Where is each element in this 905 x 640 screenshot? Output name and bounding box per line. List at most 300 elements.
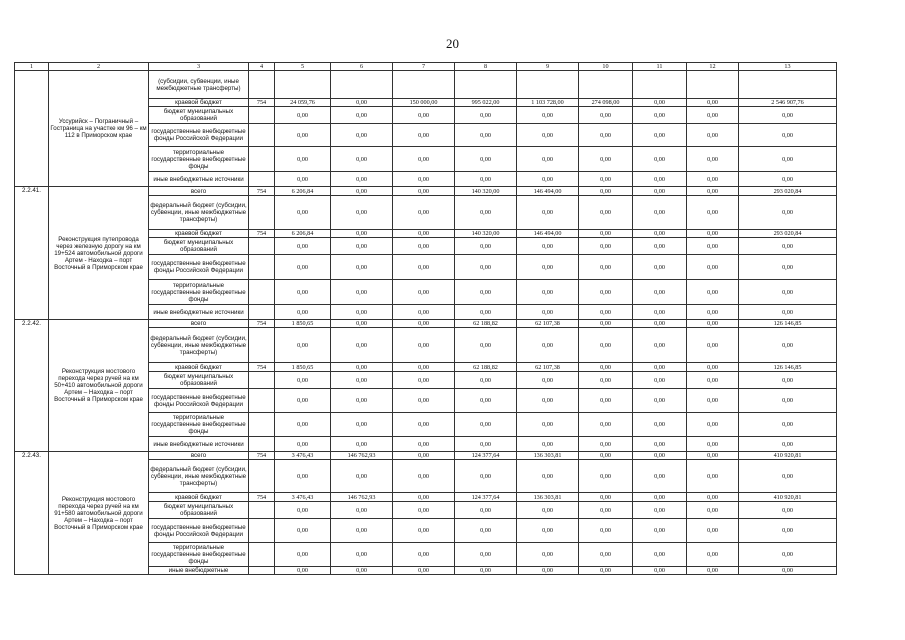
amount-cell: 0,00 — [739, 460, 837, 493]
amount-cell: 0,00 — [633, 255, 687, 280]
amount-cell: 0,00 — [517, 280, 579, 305]
amount-cell: 0,00 — [633, 238, 687, 255]
amount-cell: 0,00 — [517, 305, 579, 320]
amount-cell — [455, 71, 517, 99]
amount-cell: 0,00 — [393, 280, 455, 305]
budget-code — [249, 107, 275, 124]
amount-cell: 24 059,76 — [275, 99, 331, 107]
amount-cell: 0,00 — [633, 328, 687, 363]
budget-code — [249, 255, 275, 280]
amount-cell: 126 146,85 — [739, 363, 837, 372]
amount-cell: 0,00 — [275, 519, 331, 543]
amount-cell: 0,00 — [739, 389, 837, 413]
amount-cell: 0,00 — [633, 543, 687, 567]
amount-cell: 0,00 — [455, 567, 517, 575]
budget-code — [249, 196, 275, 230]
funding-source: государственные внебюджетные фонды Российской Федерации — [149, 124, 249, 147]
amount-cell: 0,00 — [275, 124, 331, 147]
amount-cell: 0,00 — [579, 389, 633, 413]
amount-cell: 0,00 — [579, 372, 633, 389]
amount-cell: 0,00 — [331, 328, 393, 363]
funding-source: (субсидии, субвенции, иные межбюджетные трансферты) — [149, 71, 249, 99]
budget-code: 754 — [249, 452, 275, 460]
amount-cell: 293 020,84 — [739, 230, 837, 238]
amount-cell: 0,00 — [275, 502, 331, 519]
amount-cell: 3 476,43 — [275, 452, 331, 460]
amount-cell: 0,00 — [687, 328, 739, 363]
column-header: 10 — [579, 63, 633, 71]
amount-cell: 0,00 — [455, 460, 517, 493]
amount-cell: 0,00 — [739, 147, 837, 172]
amount-cell: 0,00 — [633, 147, 687, 172]
amount-cell: 0,00 — [579, 230, 633, 238]
funding-source: всего — [149, 452, 249, 460]
amount-cell: 274 098,00 — [579, 99, 633, 107]
amount-cell: 0,00 — [579, 413, 633, 437]
amount-cell: 0,00 — [687, 372, 739, 389]
amount-cell: 0,00 — [739, 305, 837, 320]
amount-cell: 0,00 — [275, 172, 331, 187]
budget-code — [249, 328, 275, 363]
amount-cell: 0,00 — [331, 413, 393, 437]
funding-source: иные внебюджетные источники — [149, 437, 249, 452]
funding-source: территориальные государственные внебюджетные фонды — [149, 543, 249, 567]
amount-cell: 0,00 — [393, 452, 455, 460]
amount-cell: 0,00 — [739, 543, 837, 567]
amount-cell: 62 107,38 — [517, 363, 579, 372]
amount-cell: 0,00 — [633, 519, 687, 543]
budget-table — [14, 62, 837, 575]
amount-cell: 0,00 — [687, 460, 739, 493]
amount-cell: 1 103 728,00 — [517, 99, 579, 107]
item-code: 2.2.42. — [15, 320, 49, 452]
object-name: Реконструкция мостового перехода через ручей на км 91+580 автомобильной дороги Артем – Находка – порт Восточный в Приморском крае — [49, 452, 149, 575]
amount-cell: 0,00 — [739, 502, 837, 519]
amount-cell: 0,00 — [517, 413, 579, 437]
amount-cell: 0,00 — [579, 460, 633, 493]
amount-cell: 62 188,82 — [455, 363, 517, 372]
column-header: 11 — [633, 63, 687, 71]
amount-cell: 0,00 — [331, 389, 393, 413]
amount-cell: 0,00 — [739, 437, 837, 452]
budget-code: 754 — [249, 187, 275, 196]
amount-cell: 0,00 — [275, 372, 331, 389]
amount-cell: 0,00 — [579, 493, 633, 502]
amount-cell: 0,00 — [687, 280, 739, 305]
amount-cell: 0,00 — [687, 543, 739, 567]
budget-code — [249, 71, 275, 99]
amount-cell: 0,00 — [275, 107, 331, 124]
amount-cell: 0,00 — [393, 320, 455, 328]
amount-cell: 0,00 — [687, 172, 739, 187]
amount-cell: 0,00 — [393, 567, 455, 575]
amount-cell: 0,00 — [687, 107, 739, 124]
header-row — [15, 63, 837, 71]
amount-cell: 0,00 — [331, 172, 393, 187]
amount-cell: 6 206,84 — [275, 187, 331, 196]
amount-cell: 0,00 — [275, 328, 331, 363]
table-row — [15, 452, 837, 460]
amount-cell: 0,00 — [275, 305, 331, 320]
amount-cell: 136 303,81 — [517, 452, 579, 460]
amount-cell: 0,00 — [331, 255, 393, 280]
amount-cell: 0,00 — [455, 147, 517, 172]
amount-cell: 0,00 — [633, 196, 687, 230]
amount-cell: 0,00 — [687, 413, 739, 437]
budget-code — [249, 389, 275, 413]
amount-cell: 0,00 — [331, 363, 393, 372]
amount-cell: 0,00 — [393, 187, 455, 196]
amount-cell: 0,00 — [633, 452, 687, 460]
amount-cell: 0,00 — [455, 389, 517, 413]
amount-cell: 0,00 — [455, 305, 517, 320]
budget-code: 754 — [249, 230, 275, 238]
budget-code: 754 — [249, 99, 275, 107]
amount-cell: 0,00 — [393, 124, 455, 147]
funding-source: территориальные государственные внебюджетные фонды — [149, 413, 249, 437]
amount-cell: 0,00 — [331, 437, 393, 452]
amount-cell: 0,00 — [331, 107, 393, 124]
amount-cell: 3 476,43 — [275, 493, 331, 502]
amount-cell: 0,00 — [331, 567, 393, 575]
amount-cell: 0,00 — [517, 543, 579, 567]
funding-source: федеральный бюджет (субсидии, субвенции, иные межбюджетные трансферты) — [149, 196, 249, 230]
amount-cell: 0,00 — [517, 147, 579, 172]
amount-cell: 0,00 — [455, 280, 517, 305]
amount-cell: 1 850,65 — [275, 320, 331, 328]
amount-cell: 0,00 — [517, 372, 579, 389]
amount-cell: 0,00 — [633, 413, 687, 437]
amount-cell: 0,00 — [275, 460, 331, 493]
amount-cell: 0,00 — [517, 437, 579, 452]
amount-cell: 0,00 — [393, 460, 455, 493]
amount-cell: 0,00 — [687, 230, 739, 238]
amount-cell: 0,00 — [579, 280, 633, 305]
amount-cell: 0,00 — [739, 372, 837, 389]
amount-cell: 0,00 — [517, 196, 579, 230]
amount-cell: 0,00 — [687, 305, 739, 320]
amount-cell: 0,00 — [331, 320, 393, 328]
amount-cell: 0,00 — [393, 372, 455, 389]
amount-cell: 0,00 — [687, 255, 739, 280]
amount-cell: 0,00 — [633, 460, 687, 493]
amount-cell: 0,00 — [455, 543, 517, 567]
amount-cell: 0,00 — [275, 147, 331, 172]
object-name: Уссурийск – Пограничный – Гостраница на участке км 96 – км 112 в Приморском крае — [49, 71, 149, 187]
amount-cell: 0,00 — [455, 172, 517, 187]
column-header: 8 — [455, 63, 517, 71]
amount-cell: 0,00 — [633, 124, 687, 147]
budget-code: 754 — [249, 493, 275, 502]
amount-cell: 0,00 — [739, 280, 837, 305]
amount-cell: 0,00 — [633, 437, 687, 452]
funding-source: краевой бюджет — [149, 363, 249, 372]
budget-code — [249, 147, 275, 172]
amount-cell: 0,00 — [275, 437, 331, 452]
amount-cell: 0,00 — [517, 172, 579, 187]
amount-cell: 0,00 — [275, 255, 331, 280]
column-header: 9 — [517, 63, 579, 71]
amount-cell: 0,00 — [579, 124, 633, 147]
amount-cell: 0,00 — [331, 124, 393, 147]
funding-source: всего — [149, 187, 249, 196]
amount-cell: 0,00 — [393, 502, 455, 519]
funding-source: иные внебюджетные источники — [149, 305, 249, 320]
amount-cell: 0,00 — [687, 452, 739, 460]
amount-cell: 0,00 — [331, 460, 393, 493]
budget-code — [249, 413, 275, 437]
amount-cell: 0,00 — [517, 519, 579, 543]
amount-cell: 0,00 — [579, 107, 633, 124]
budget-code: 754 — [249, 363, 275, 372]
amount-cell: 0,00 — [275, 567, 331, 575]
amount-cell: 0,00 — [455, 196, 517, 230]
funding-source: федеральный бюджет (субсидии, субвенции, иные межбюджетные трансферты) — [149, 460, 249, 493]
amount-cell: 0,00 — [331, 519, 393, 543]
funding-source: территориальные государственные внебюджетные фонды — [149, 147, 249, 172]
amount-cell: 0,00 — [633, 187, 687, 196]
amount-cell: 0,00 — [393, 543, 455, 567]
budget-code — [249, 437, 275, 452]
funding-source: краевой бюджет — [149, 230, 249, 238]
amount-cell: 0,00 — [633, 502, 687, 519]
amount-cell: 0,00 — [739, 172, 837, 187]
budget-code — [249, 238, 275, 255]
amount-cell: 150 000,00 — [393, 99, 455, 107]
amount-cell: 0,00 — [633, 99, 687, 107]
amount-cell: 0,00 — [517, 124, 579, 147]
amount-cell: 0,00 — [275, 543, 331, 567]
amount-cell: 0,00 — [687, 147, 739, 172]
budget-code — [249, 305, 275, 320]
amount-cell: 0,00 — [739, 196, 837, 230]
budget-code — [249, 280, 275, 305]
funding-source: территориальные государственные внебюджетные фонды — [149, 280, 249, 305]
amount-cell: 0,00 — [579, 328, 633, 363]
amount-cell: 146 762,93 — [331, 452, 393, 460]
amount-cell: 0,00 — [687, 389, 739, 413]
amount-cell: 0,00 — [687, 567, 739, 575]
amount-cell: 0,00 — [739, 567, 837, 575]
item-code — [15, 71, 49, 187]
amount-cell: 0,00 — [579, 305, 633, 320]
amount-cell: 0,00 — [393, 196, 455, 230]
amount-cell: 0,00 — [739, 413, 837, 437]
amount-cell: 0,00 — [455, 124, 517, 147]
amount-cell: 0,00 — [393, 493, 455, 502]
amount-cell: 0,00 — [633, 372, 687, 389]
item-code: 2.2.43. — [15, 452, 49, 575]
amount-cell: 2 546 907,76 — [739, 99, 837, 107]
amount-cell: 0,00 — [739, 124, 837, 147]
amount-cell: 0,00 — [275, 389, 331, 413]
funding-source: всего — [149, 320, 249, 328]
budget-code — [249, 460, 275, 493]
amount-cell: 0,00 — [393, 172, 455, 187]
amount-cell: 140 320,00 — [455, 230, 517, 238]
amount-cell: 0,00 — [579, 196, 633, 230]
amount-cell: 0,00 — [455, 107, 517, 124]
amount-cell: 0,00 — [579, 363, 633, 372]
amount-cell: 293 020,84 — [739, 187, 837, 196]
amount-cell — [687, 71, 739, 99]
object-name: Реконструкция путепровода через железную дорогу на км 19+524 автомобильной дороги Артем - Находка – порт Восточный в Приморском крае — [49, 187, 149, 320]
amount-cell: 0,00 — [393, 437, 455, 452]
budget-code — [249, 372, 275, 389]
amount-cell: 0,00 — [633, 172, 687, 187]
budget-code: 754 — [249, 320, 275, 328]
amount-cell: 0,00 — [393, 147, 455, 172]
amount-cell: 0,00 — [517, 238, 579, 255]
budget-code — [249, 172, 275, 187]
funding-source: государственные внебюджетные фонды Российской Федерации — [149, 389, 249, 413]
budget-code — [249, 543, 275, 567]
column-header: 3 — [149, 63, 249, 71]
amount-cell: 0,00 — [579, 502, 633, 519]
funding-source: краевой бюджет — [149, 99, 249, 107]
table-row — [15, 187, 837, 196]
amount-cell: 0,00 — [579, 437, 633, 452]
column-header: 4 — [249, 63, 275, 71]
amount-cell: 0,00 — [687, 519, 739, 543]
column-header: 6 — [331, 63, 393, 71]
funding-source: бюджет муниципальных образований — [149, 502, 249, 519]
amount-cell: 0,00 — [633, 280, 687, 305]
amount-cell: 0,00 — [331, 280, 393, 305]
amount-cell: 0,00 — [517, 460, 579, 493]
amount-cell: 0,00 — [517, 328, 579, 363]
column-header: 2 — [49, 63, 149, 71]
amount-cell: 0,00 — [393, 255, 455, 280]
column-header: 7 — [393, 63, 455, 71]
amount-cell — [517, 71, 579, 99]
amount-cell: 136 303,81 — [517, 493, 579, 502]
amount-cell: 0,00 — [579, 452, 633, 460]
budget-code — [249, 502, 275, 519]
amount-cell: 0,00 — [687, 363, 739, 372]
amount-cell — [579, 71, 633, 99]
amount-cell: 0,00 — [455, 413, 517, 437]
amount-cell: 0,00 — [633, 493, 687, 502]
amount-cell: 0,00 — [687, 502, 739, 519]
budget-code — [249, 124, 275, 147]
amount-cell: 0,00 — [687, 238, 739, 255]
amount-cell: 0,00 — [687, 320, 739, 328]
amount-cell: 0,00 — [687, 196, 739, 230]
amount-cell: 0,00 — [579, 147, 633, 172]
funding-source: федеральный бюджет (субсидии, субвенции, иные межбюджетные трансферты) — [149, 328, 249, 363]
amount-cell: 62 188,82 — [455, 320, 517, 328]
amount-cell: 0,00 — [633, 389, 687, 413]
amount-cell — [739, 71, 837, 99]
amount-cell: 0,00 — [579, 567, 633, 575]
amount-cell: 0,00 — [517, 389, 579, 413]
amount-cell: 0,00 — [393, 230, 455, 238]
amount-cell: 0,00 — [275, 280, 331, 305]
amount-cell: 0,00 — [393, 305, 455, 320]
amount-cell: 0,00 — [579, 543, 633, 567]
budget-code — [249, 519, 275, 543]
amount-cell: 0,00 — [455, 238, 517, 255]
amount-cell: 410 920,81 — [739, 452, 837, 460]
amount-cell: 0,00 — [633, 107, 687, 124]
amount-cell: 0,00 — [331, 238, 393, 255]
amount-cell: 0,00 — [739, 328, 837, 363]
funding-source: государственные внебюджетные фонды Российской Федерации — [149, 519, 249, 543]
amount-cell: 0,00 — [331, 305, 393, 320]
amount-cell: 140 320,00 — [455, 187, 517, 196]
amount-cell: 0,00 — [633, 363, 687, 372]
table-row — [15, 71, 837, 99]
table-row — [15, 320, 837, 328]
amount-cell: 0,00 — [275, 196, 331, 230]
amount-cell: 0,00 — [393, 363, 455, 372]
amount-cell: 0,00 — [579, 255, 633, 280]
amount-cell: 0,00 — [331, 543, 393, 567]
amount-cell: 0,00 — [687, 493, 739, 502]
amount-cell: 146 494,00 — [517, 187, 579, 196]
amount-cell: 0,00 — [455, 437, 517, 452]
amount-cell: 0,00 — [331, 147, 393, 172]
amount-cell: 0,00 — [517, 567, 579, 575]
funding-source: бюджет муниципальных образований — [149, 107, 249, 124]
amount-cell: 0,00 — [579, 238, 633, 255]
amount-cell: 0,00 — [579, 320, 633, 328]
amount-cell: 0,00 — [739, 107, 837, 124]
amount-cell: 0,00 — [275, 238, 331, 255]
object-name: Реконструкция мостового перехода через ручей на км 50+410 автомобильной дороги Артем – Находка – порт Восточный в Приморском крае — [49, 320, 149, 452]
amount-cell: 1 850,65 — [275, 363, 331, 372]
funding-source: иные внебюджетные источники — [149, 172, 249, 187]
amount-cell: 0,00 — [739, 238, 837, 255]
funding-source: иные внебюджетные — [149, 567, 249, 575]
amount-cell: 0,00 — [393, 107, 455, 124]
amount-cell: 0,00 — [393, 328, 455, 363]
amount-cell: 0,00 — [455, 328, 517, 363]
amount-cell: 146 494,00 — [517, 230, 579, 238]
amount-cell: 0,00 — [331, 230, 393, 238]
amount-cell: 0,00 — [393, 519, 455, 543]
amount-cell: 0,00 — [739, 255, 837, 280]
amount-cell: 0,00 — [331, 196, 393, 230]
amount-cell: 0,00 — [579, 172, 633, 187]
amount-cell: 0,00 — [579, 187, 633, 196]
column-header: 12 — [687, 63, 739, 71]
budget-code — [249, 567, 275, 575]
amount-cell: 0,00 — [517, 107, 579, 124]
amount-cell: 995 022,00 — [455, 99, 517, 107]
amount-cell: 0,00 — [517, 502, 579, 519]
amount-cell: 0,00 — [579, 519, 633, 543]
amount-cell: 0,00 — [455, 255, 517, 280]
amount-cell: 0,00 — [687, 437, 739, 452]
amount-cell — [331, 71, 393, 99]
page-number: 20 — [446, 36, 459, 51]
amount-cell: 0,00 — [517, 255, 579, 280]
amount-cell: 0,00 — [393, 389, 455, 413]
amount-cell: 0,00 — [393, 238, 455, 255]
amount-cell: 0,00 — [455, 519, 517, 543]
amount-cell: 0,00 — [633, 230, 687, 238]
amount-cell: 0,00 — [633, 567, 687, 575]
amount-cell: 0,00 — [687, 99, 739, 107]
amount-cell: 0,00 — [687, 124, 739, 147]
amount-cell: 0,00 — [455, 502, 517, 519]
funding-source: краевой бюджет — [149, 493, 249, 502]
amount-cell: 410 920,81 — [739, 493, 837, 502]
amount-cell: 62 107,38 — [517, 320, 579, 328]
amount-cell: 124 377,64 — [455, 452, 517, 460]
